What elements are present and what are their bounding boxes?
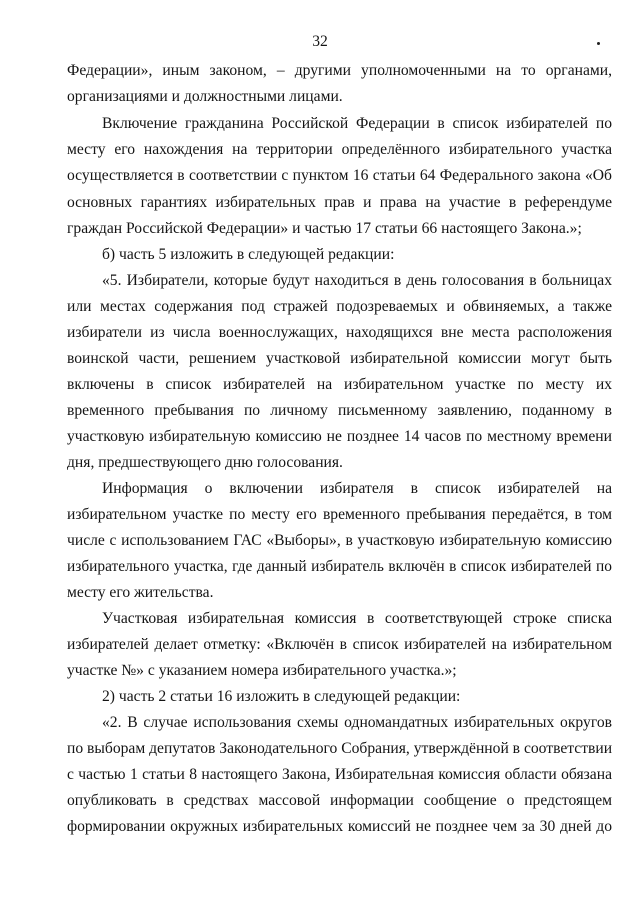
text-line: месту его жительства. — [67, 584, 214, 601]
text-line: временного пребывания по личному письменному заявлению, поданному в — [67, 402, 612, 419]
text-line: избиратели из числа военнослужащих, находящихся вне места расположения — [67, 324, 612, 341]
text-line: избирательного участка, где данный избиратель включён в список избирателей по — [67, 558, 612, 575]
text-line: формировании окружных избирательных комиссий не позднее чем за 30 дней до — [67, 818, 612, 835]
text-line: по выборам депутатов Законодательного Собрания, утверждённой в соответствии — [67, 740, 613, 757]
text-line: Включение гражданина Российской Федерации в список избирателей по — [102, 115, 612, 132]
text-line: с частью 1 статьи 8 настоящего Закона, Избирательная комиссия области обязана — [67, 766, 612, 783]
text-line: участке №» с указанием номера избирательного участка.»; — [67, 662, 457, 679]
text-line: воинской части, решением участковой избирательной комиссии могут быть — [67, 350, 612, 367]
text-line: 2) часть 2 статьи 16 изложить в следующей редакции: — [102, 688, 461, 705]
text-line: осуществляется в соответствии с пунктом 16 статьи 64 Федерального закона «Об — [67, 167, 612, 184]
text-line: «5. Избиратели, которые будут находиться в день голосования в больницах — [102, 272, 612, 289]
text-line: б) часть 5 изложить в следующей редакции: — [102, 246, 395, 263]
text-line: Участковая избирательная комиссия в соответствующей строке списка — [102, 610, 612, 627]
text-line: организациями и должностными лицами. — [67, 88, 343, 105]
text-line: или местах содержания под стражей подозреваемых и обвиняемых, а также — [67, 298, 612, 315]
text-line: дня, предшествующего дню голосования. — [67, 454, 343, 471]
text-line: числе с использованием ГАС «Выборы», в участковую избирательную комиссию — [67, 532, 612, 549]
text-line: включены в список избирателей на избирательном участке по месту их — [67, 376, 612, 393]
text-line: «2. В случае использования схемы одномандатных избирательных округов — [102, 714, 612, 731]
text-line: опубликовать в средствах массовой информации сообщение о предстоящем — [67, 792, 612, 809]
text-line: месту его нахождения на территории определённого избирательного участка — [67, 141, 612, 158]
text-line: основных гарантиях избирательных прав и права на участие в референдуме — [67, 194, 612, 211]
text-line: Федерации», иным законом, – другими уполномоченными на то органами, — [67, 62, 612, 79]
text-line: избирателей делает отметку: «Включён в список избирателей на избирательном — [67, 636, 612, 653]
page-number: 32 — [312, 33, 328, 50]
text-line: граждан Российской Федерации» и частью 17 статьи 66 настоящего Закона.»; — [67, 220, 582, 237]
scan-speck — [597, 42, 600, 45]
text-line: участковую избирательную комиссию не позднее 14 часов по местному времени — [67, 428, 612, 445]
text-line: Информация о включении избирателя в список избирателей на — [102, 480, 612, 497]
text-line: избирательном участке по месту его временного пребывания передаётся, в том — [67, 506, 612, 523]
